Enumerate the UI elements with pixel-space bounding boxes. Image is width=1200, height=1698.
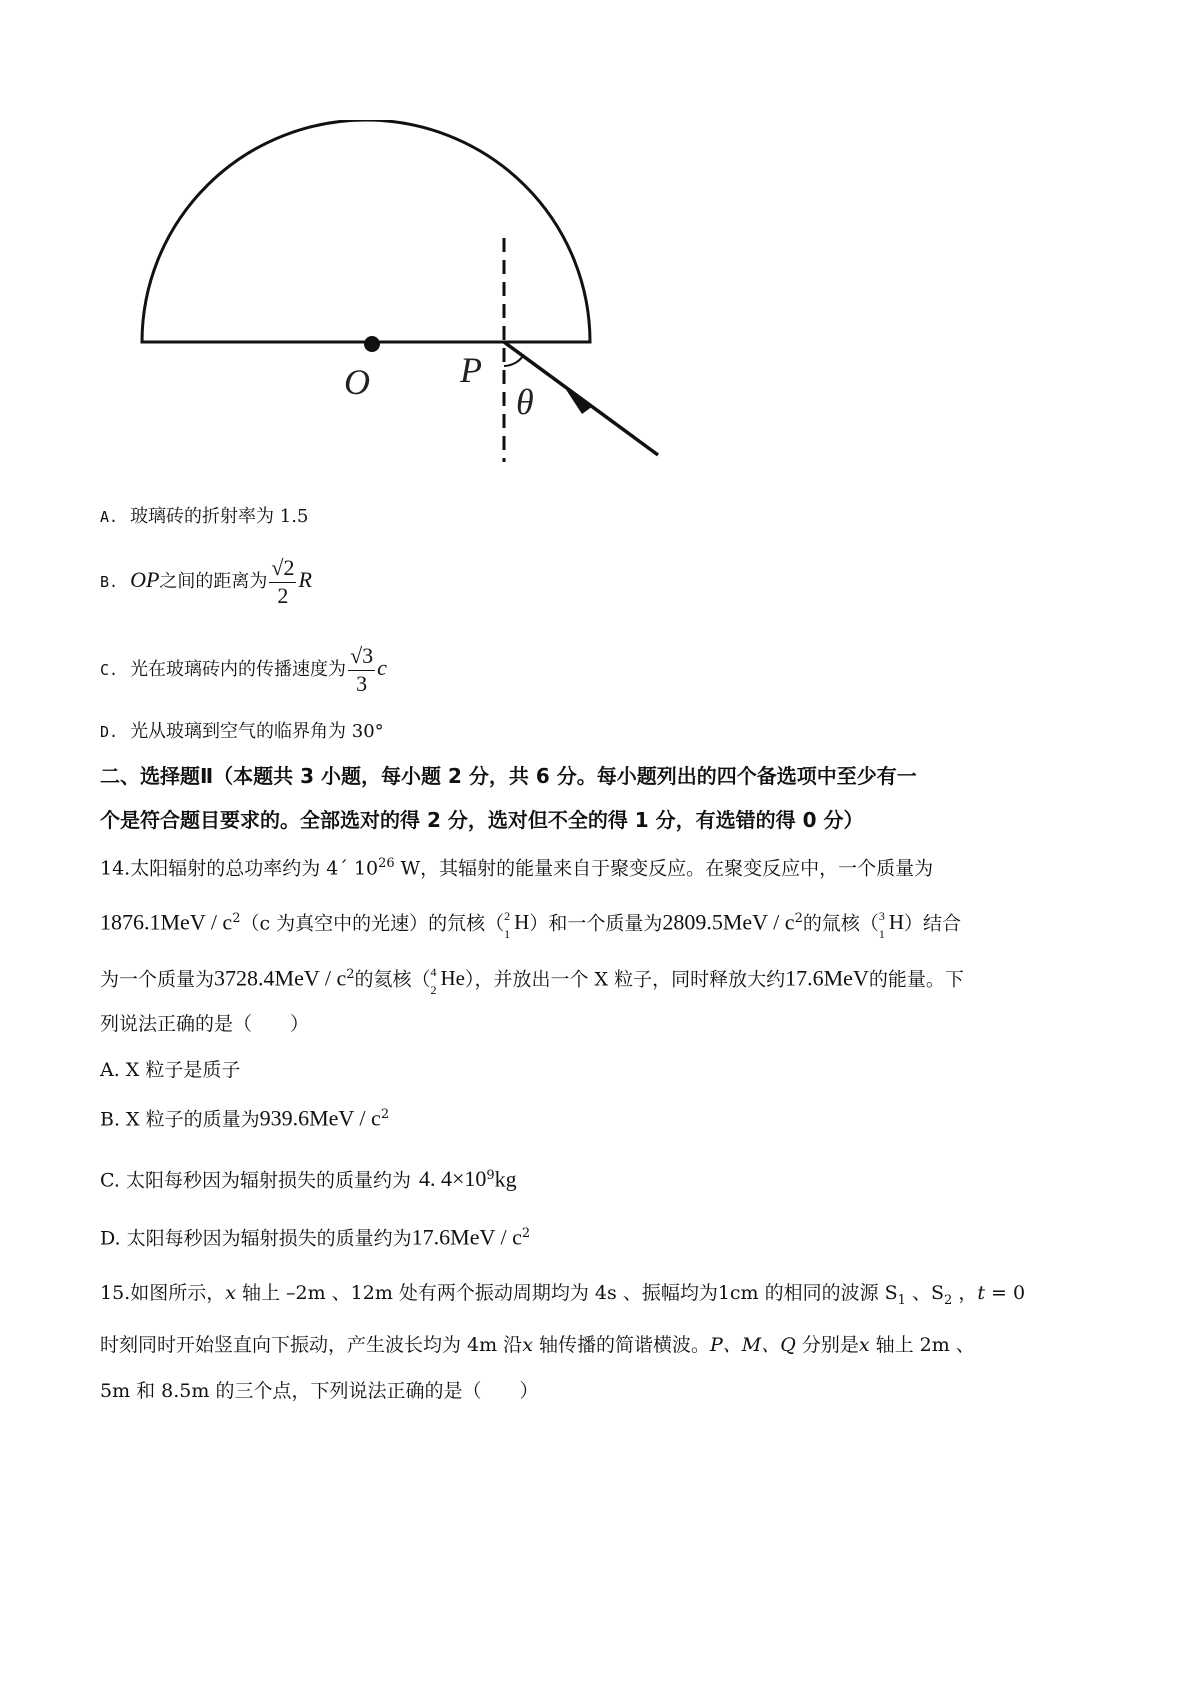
q14-option-d: D. 太阳每秒因为辐射损失的质量约为$17.6MeV / c^2$ xyxy=(100,1224,531,1250)
label-P: P xyxy=(460,350,482,390)
fraction-sqrt2-over-2: $\frac{√2}{2}$ xyxy=(271,555,295,608)
semicircle-figure xyxy=(140,120,740,510)
deuterium-symbol: 2 1 H xyxy=(504,909,530,942)
section2-heading-line2: 个是符合题目要求的。全部选对的得 2 分，选对但不全的得 1 分，有选错的得 0 分） xyxy=(100,808,864,832)
fraction-sqrt3-over-3: $\frac{√3}{3}$ xyxy=(350,643,374,696)
label-O: O xyxy=(344,362,370,402)
q15-line1: 15.如图所示，x 轴上 –2m 、12m 处有两个振动周期均为 4s 、振幅均为1cm 的相同的波源 $S_1$ 、$S_2$ ，t = 0 xyxy=(100,1282,1026,1308)
center-point-O xyxy=(364,336,380,352)
q14-option-a: A. X 粒子是质子 xyxy=(100,1059,241,1081)
q14-line2: $1876.1MeV / c^2(c$ 为真空中的光速）的氘核（ 2 1 H）和一个质量为$2809.5MeV / c^2$的氚核（ 3 1 H）结合 xyxy=(100,903,961,939)
q15-line2: 时刻同时开始竖直向下振动，产生波长均为 4m 沿x 轴传播的简谐横波。P、M、Q 分别是x 轴上 2m 、 xyxy=(100,1334,975,1356)
q13-option-b: B. OP之间的距离为 $\frac{√2}{2}$ R xyxy=(100,555,312,608)
q14-line1: 14.太阳辐射的总功率约为 4´ $10^{26}$ W，其辐射的能量来自于聚变反应。在聚变反应中，一个质量为 xyxy=(100,856,934,880)
q14-line4: 列说法正确的是（ ） xyxy=(100,1013,310,1035)
q14-option-b: B. X 粒子的质量为$939.6MeV / c^2$ xyxy=(100,1105,390,1131)
q14-line3: 为一个质量为$3728.4MeV / c^2$的氦核（ 4 2 He），并放出一个 X 粒子，同时释放大约17.6MeV的能量。下 xyxy=(100,959,964,995)
section2-heading-line1: 二、选择题Ⅱ（本题共 3 小题，每小题 2 分，共 6 分。每小题列出的四个备选项中至少有一 xyxy=(100,764,917,788)
angle-arc xyxy=(504,356,523,366)
q13-option-a: A. 玻璃砖的折射率为 1.5 xyxy=(100,506,309,527)
semicircle-outline xyxy=(142,120,590,342)
q15-line3: 5m 和 8.5m 的三个点，下列说法正确的是（ ） xyxy=(100,1380,539,1402)
q13-option-c: C. 光在玻璃砖内的传播速度为 $\frac{√3}{3}$ c xyxy=(100,643,387,696)
ray-arrow-icon xyxy=(565,388,593,414)
helium-symbol: 4 2 He xyxy=(430,965,466,998)
q14-option-c: C. 太阳每秒因为辐射损失的质量约为 4. $4\times 10^9kg$ xyxy=(100,1166,517,1192)
label-theta: θ xyxy=(516,382,534,422)
q13-option-d: D. 光从玻璃到空气的临界角为 30° xyxy=(100,721,384,742)
tritium-symbol: 3 1 H xyxy=(878,909,905,942)
